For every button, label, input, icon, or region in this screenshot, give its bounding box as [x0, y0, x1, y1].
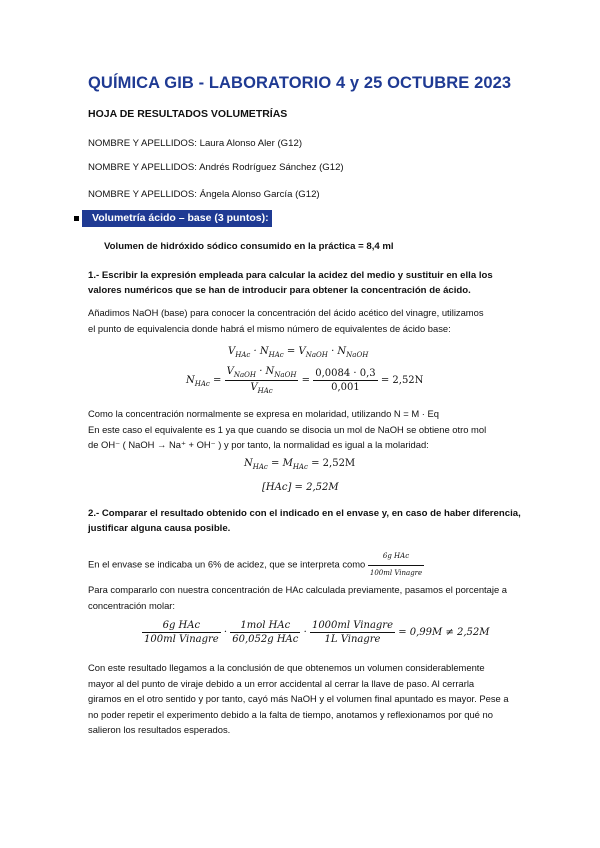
student-name-3: NOMBRE Y APELLIDOS: Ángela Alonso García (G12) — [88, 189, 320, 200]
fraction-numeric: $\frac{0,0084 \cdot 0,3}{0,001}$ — [315, 368, 376, 393]
paragraph-molarity-line-2: En este caso el equivalente es 1 ya que cuando se disocia un mol de NaOH se obtiene otro mol — [88, 423, 487, 435]
paragraph-label-acidity: En el envase se indicaba un 6% de acidez, que se interpreta como $\frac{\text{6g HAc}}{\text{100ml Vinagre}}$ — [88, 549, 424, 581]
paragraph-conclusion-line-5: salieron los resultados esperados. — [88, 724, 231, 735]
fraction-volume-ratio: $\frac{V_{NaOH} \cdot N_{NaOH}}{V_{HAc}}$ — [226, 366, 297, 395]
paragraph-molarity — [88, 406, 486, 453]
fraction-molar-mass: $\frac{\text{1mol HAc}}{\text{60,052g HAc}}$ — [232, 620, 299, 645]
fraction-label-acidity: $\frac{\text{6g HAc}}{\text{100ml Vinagre}}$ — [368, 549, 424, 581]
equation-equivalence: $V_{HAc} \cdot N_{HAc} = V_{NaOH} \cdot N_{NaOH}$ — [228, 346, 369, 359]
paragraph-conversion-line-1: Para compararlo con nuestra concentración de HAc calculada previamente, pasamos el porcentaje a — [88, 584, 507, 595]
paragraph-equivalence-line-1: Añadimos NaOH (base) para conocer la concentración del ácido acético del vinagre, utilizamos — [88, 307, 484, 318]
volume-result: Volumen de hidróxido sódico consumido en la práctica = 8,4 ml — [104, 241, 394, 252]
paragraph-molarity-line-1: Como la concentración normalmente se expresa en molaridad, utilizando N = M · Eq — [88, 408, 439, 419]
paragraph-equivalence — [88, 305, 484, 336]
paragraph-conclusion — [88, 660, 509, 738]
paragraph-conclusion-line-1: Con este resultado llegamos a la conclusión de que obtenemos un volumen considerablemente — [88, 662, 485, 673]
paragraph-conversion-line-2: concentración molar: — [88, 599, 176, 611]
equation-normality-molarity: $N_{HAc} = M_{HAc} = 2,52M$ — [244, 458, 356, 471]
paragraph-molarity-line-3: de OH⁻ ( NaOH → Na⁺ + OH⁻ ) y por tanto, la normalidad es igual a la molaridad: — [88, 439, 429, 450]
student-name-1: NOMBRE Y APELLIDOS: Laura Alonso Aler (G12) — [88, 138, 303, 149]
paragraph-conclusion-line-2: mayor al del punto de viraje debido a un error accidental al cerrar la llave de paso. Al cerrarla — [88, 677, 475, 689]
paragraph-equivalence-line-2: el punto de equivalencia donde habrá el mismo número de equivalentes de ácido base: — [88, 322, 451, 334]
equation-normality: $N_{HAc}$ = $\frac{V_{NaOH} \cdot N_{NaOH}}{V_{HAc}}$ = $\frac{0,0084 \cdot 0,3}{0,001}$ = 2,52N — [186, 366, 424, 395]
paragraph-conclusion-line-3: giramos en el otro sentido y por tanto, cayó más NaOH y el volumen final apuntado es mayor. Pese a — [88, 693, 509, 704]
paragraph-conclusion-line-4: no poder repetir el experimento debido a la falta de tiempo, anotamos y reflexionamos por qué no — [88, 708, 493, 720]
student-name-2: NOMBRE Y APELLIDOS: Andrés Rodríguez Sánchez (G12) — [88, 162, 344, 173]
sheet-subtitle: HOJA DE RESULTADOS VOLUMETRÍAS — [88, 108, 288, 120]
question-2-line-1: 2.- Comparar el resultado obtenido con el indicado en el envase y, en caso de haber diferencia, — [88, 508, 521, 519]
equation-conversion: $\frac{\text{6g HAc}}{\text{100ml Vinagre}}$ · $\frac{\text{1mol HAc}}{\text{60,052g HAc}}$ · $\frac{\text{1000ml Vinagre}}{\text{1L Vinagre}}$ = 0,99M ≠ 2,52M — [144, 620, 490, 645]
question-1-line-2: valores numéricos que se han de introducir para obtener la concentración de ácido. — [88, 285, 471, 296]
page-title: QUÍMICA GIB - LABORATORIO 4 y 25 OCTUBRE 2023 — [88, 74, 512, 92]
paragraph-conversion — [88, 582, 507, 613]
question-2 — [88, 506, 521, 536]
fraction-volume-conversion: $\frac{\text{1000ml Vinagre}}{\text{1L Vinagre}}$ — [311, 620, 394, 645]
question-1-line-1: 1.- Escribir la expresión empleada para calcular la acidez del medio y sustituir en ella los — [88, 270, 493, 281]
section-heading: Volumetría ácido – base (3 puntos): — [92, 212, 269, 224]
equation-hac-concentration: [HAc] = 2,52M — [262, 482, 339, 493]
question-2-line-2: justificar alguna causa posible. — [88, 523, 231, 534]
fraction-percentage: $\frac{\text{6g HAc}}{\text{100ml Vinagre}}$ — [144, 620, 219, 645]
bullet-icon — [74, 216, 79, 221]
question-1 — [88, 268, 493, 298]
